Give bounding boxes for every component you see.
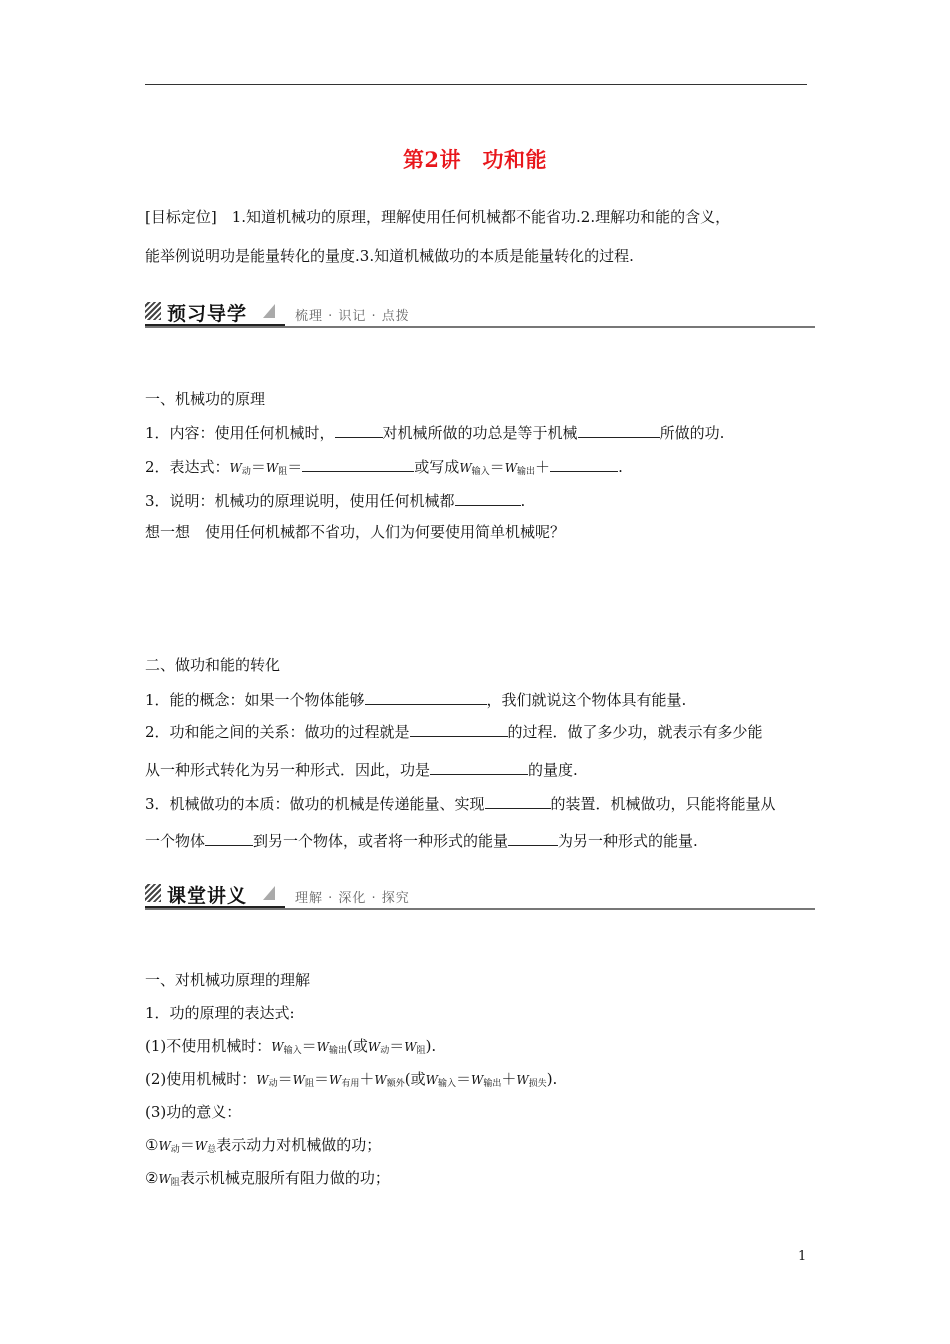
part1-heading: 一、机械功的原理 <box>145 390 266 408</box>
part1-item1: 1．内容：使用任何机械时， 对机械所做的功总是等于机械 所做的功. <box>145 424 725 442</box>
part3-item1: 1．功的原理的表达式: <box>145 1004 295 1022</box>
stripe-icon <box>145 884 161 902</box>
part3-meaning-1: $①W_动=W_总$表示动力对机械做的功； <box>145 1136 382 1155</box>
fill-blank[interactable] <box>302 456 414 472</box>
section-rule-accent <box>145 324 285 326</box>
part3-line2: (2)使用机械时：$W_动=W_阻=W_{有用}+W_{额外}$(或$W_{输入}=W_{输出}+W_{损失}$). <box>145 1070 558 1089</box>
part1-think: 想一想 使用任何机械都不省功，人们为何要使用简单机械呢？ <box>145 523 566 541</box>
fill-blank[interactable] <box>508 830 558 846</box>
fill-blank[interactable] <box>578 422 660 438</box>
part3-line1: (1)不使用机械时：$W_{输入}=W_{输出}$(或$W_动=W_阻$). <box>145 1037 437 1056</box>
section-subheading: 梳理 · 识记 · 点拨 <box>295 309 410 324</box>
part1-item3: 3．说明：机械功的原理说明，使用任何机械都 . <box>145 492 526 510</box>
section-rule <box>145 908 815 910</box>
part2-item2-line2: 从一种形式转化为另一种形式．因此，功是 的量度. <box>145 761 578 779</box>
section-heading: 课堂讲义 <box>167 885 248 907</box>
part2-item3-line2: 一个物体 到另一个物体，或者将一种形式的能量 为另一种形式的能量. <box>145 832 698 850</box>
part2-item1: 1．能的概念：如果一个物体能够 ，我们就说这个物体具有能量. <box>145 691 687 709</box>
top-rule <box>145 84 807 85</box>
triangle-icon <box>263 304 275 318</box>
stripe-icon <box>145 302 161 320</box>
part2-item2-line1: 2．功和能之间的关系：做功的过程就是 的过程．做了多少功，就表示有多少能 <box>145 723 763 741</box>
objectives-line-2: 能举例说明功是能量转化的量度.3.知道机械做功的本质是能量转化的过程. <box>145 247 634 265</box>
fill-blank[interactable] <box>430 759 528 775</box>
part3-line3: (3)功的意义： <box>145 1103 242 1121</box>
fill-blank[interactable] <box>365 689 487 705</box>
objectives-line-1: [目标定位] 1.知道机械功的原理，理解使用任何机械都不能省功.2.理解功和能的含义， <box>145 208 731 226</box>
section-subheading: 理解 · 深化 · 探究 <box>295 891 410 906</box>
triangle-icon <box>263 886 275 900</box>
part2-item3-line1: 3．机械做功的本质：做功的机械是传递能量、实现 的装置．机械做功，只能将能量从 <box>145 795 776 813</box>
part1-item2: 2．表达式：$W_动=W_阻=$ 或写成$W_{输入}=W_{输出}+$ . <box>145 458 623 477</box>
part3-meaning-2: $②W_阻$表示机械克服所有阻力做的功； <box>145 1169 390 1188</box>
part2-heading: 二、做功和能的转化 <box>145 656 281 674</box>
page-title: 第2讲 功和能 <box>402 147 548 172</box>
section-heading: 预习导学 <box>167 303 248 325</box>
section-rule-accent <box>145 906 285 908</box>
section-rule <box>145 326 815 328</box>
part3-heading: 一、对机械功原理的理解 <box>145 971 311 989</box>
fill-blank[interactable] <box>410 721 508 737</box>
fill-blank[interactable] <box>335 422 383 438</box>
fill-blank[interactable] <box>455 490 521 506</box>
page-number: 1 <box>798 1249 807 1264</box>
section-header-preview <box>145 298 815 328</box>
fill-blank[interactable] <box>550 456 618 472</box>
section-header-lecture <box>145 880 815 910</box>
fill-blank[interactable] <box>205 830 253 846</box>
fill-blank[interactable] <box>485 793 551 809</box>
